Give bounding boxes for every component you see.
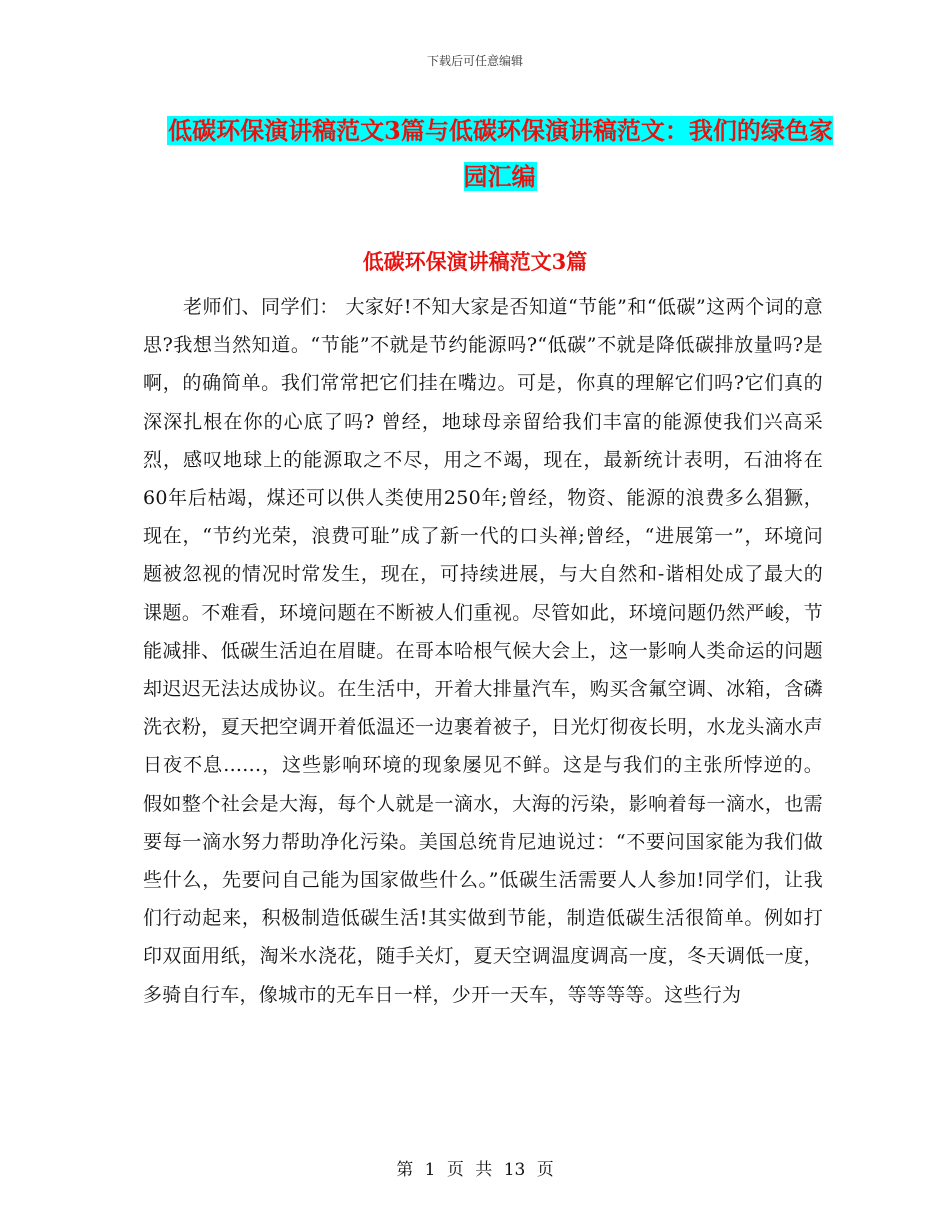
page-header-note: 下载后可任意编辑: [426, 54, 523, 68]
body-paragraph: 老师们、同学们： 大家好!不知大家是否知道“节能”和“低碳”这两个词的意思?我想当然知道。“节能”不就是节约能源吗?“低碳”不就是降低碳排放量吗?是啊，的确简单。我们常常把它们挂在嘴边。可是，你真的理解它们吗?它们真的深深扎根在你的心底了吗? 曾经，地球母亲留给我们丰富的能源使我们兴高采烈，感叹地球上的能源取之不尽，用之不竭，现在，最新统计表明，石油将在60年后枯竭，煤还可以供人类使用250年;曾经，物资、能源的浪费多么猖獗，现在，“节约光荣，浪费可耻”成了新一代的口头禅;曾经，“进展第一”，环境问题被忽视的情况时常发生，现在，可持续进展，与大自然和-谐相处成了最大的课题。不难看，环境问题在不断被人们重视。尽管如此，环境问题仍然严峻，节能减排、低碳生活迫在眉睫。在哥本哈根气候大会上，这一影响人类命运的问题却迟迟无法达成协议。在生活中，开着大排量汽车，购买含氟空调、冰箱，含磷洗衣粉，夏天把空调开着低温还一边裹着被子，日光灯彻夜长明，水龙头滴水声日夜不息......，这些影响环境的现象屡见不鲜。这是与我们的主张所悖逆的。 假如整个社会是大海，每个人就是一滴水，大海的污染，影响着每一滴水，也需要每一滴水努力帮助净化污染。美国总统肯尼迪说过：“不要问国家能为我们做些什么，先要问自己能为国家做些什么。”低碳生活需要人人参加!同学们，让我们行动起来，积极制造低碳生活!其实做到节能，制造低碳生活很简单。例如打印双面用纸，淘米水浇花，随手关灯，夏天空调温度调高一度，冬天调低一度，多骑自行车，像城市的无车日一样，少开一天车，等等等等。这些行为: [143, 296, 823, 1006]
document-title-text: 低碳环保演讲稿范文3篇与低碳环保演讲稿范文：我们的绿色家园汇编: [168, 116, 833, 191]
page-footer-number: 第 1 页 共 13 页: [396, 1160, 554, 1180]
section-title: 低碳环保演讲稿范文3篇: [362, 249, 588, 274]
document-title: [160, 108, 840, 200]
